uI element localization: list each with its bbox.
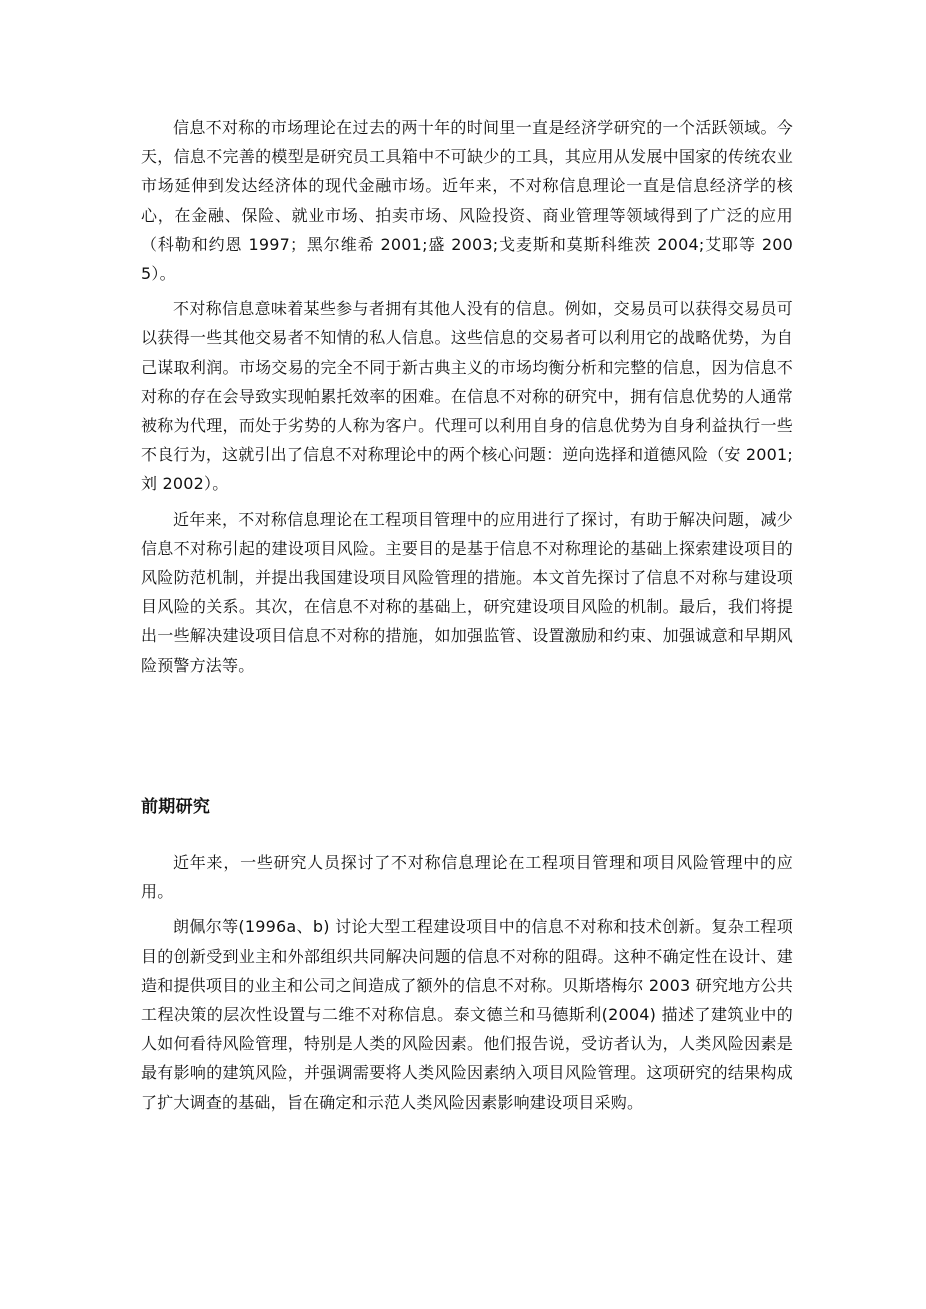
intro-paragraph-2: 不对称信息意味着某些参与者拥有其他人没有的信息。例如，交易员可以获得交易员可以获得一些其他交易者不知情的私人信息。这些信息的交易者可以利用它的战略优势，为自己谋取利润。市场交易的完全不同于新古典主义的市场均衡分析和完整的信息，因为信息不对称的存在会导致实现帕累托效率的困难。在信息不对称的研究中，拥有信息优势的人通常被称为代理，而处于劣势的人称为客户。代理可以利用自身的信息优势为自身利益执行一些不良行为，这就引出了信息不对称理论中的两个核心问题：逆向选择和道德风险（安 2001;刘 2002）。: [141, 299, 793, 494]
section-paragraph-1: 近年来，一些研究人员探讨了不对称信息理论在工程项目管理和项目风险管理中的应用。: [141, 853, 793, 902]
section-paragraph-2: 朗佩尔等(1996a、b) 讨论大型工程建设项目中的信息不对称和技术创新。复杂工程项目的创新受到业主和外部组织共同解决问题的信息不对称的阻碍。这种不确定性在设计、建造和提供项目的业主和公司之间造成了额外的信息不对称。贝斯塔梅尔 2003 研究地方公共工程决策的层次性设置与二维不对称信息。泰文德兰和马德斯利(2004) 描述了建筑业中的人如何看待风险管理，特别是人类的风险因素。他们报告说，受访者认为，人类风险因素是最有影响的建筑风险，并强调需要将人类风险因素纳入项目风险管理。这项研究的结果构成了扩大调查的基础，旨在确定和示范人类风险因素影响建设项目采购。: [141, 917, 793, 1112]
section-heading: 前期研究: [141, 797, 211, 817]
intro-section: [141, 113, 793, 686]
intro-paragraph-3: 近年来，不对称信息理论在工程项目管理中的应用进行了探讨，有助于解决问题，减少信息不对称引起的建设项目风险。主要目的是基于信息不对称理论的基础上探索建设项目的风险防范机制，并提出我国建设项目风险管理的措施。本文首先探讨了信息不对称与建设项目风险的关系。其次，在信息不对称的基础上，研究建设项目风险的机制。最后，我们将提出一些解决建设项目信息不对称的措施，如加强监管、设置激励和约束、加强诚意和早期风险预警方法等。: [141, 509, 793, 675]
prior-research-section: [141, 848, 793, 1123]
intro-paragraph-1: 信息不对称的市场理论在过去的两十年的时间里一直是经济学研究的一个活跃领域。今天，信息不完善的模型是研究员工具箱中不可缺少的工具，其应用从发展中国家的传统农业市场延伸到发达经济体的现代金融市场。近年来，不对称信息理论一直是信息经济学的核心，在金融、保险、就业市场、拍卖市场、风险投资、商业管理等领域得到了广泛的应用（科勒和约恩 1997；黑尔维希 2001;盛 2003;戈麦斯和莫斯科维茨 2004;艾耶等 2005）。: [141, 118, 793, 284]
section-heading-wrapper: [141, 792, 793, 822]
